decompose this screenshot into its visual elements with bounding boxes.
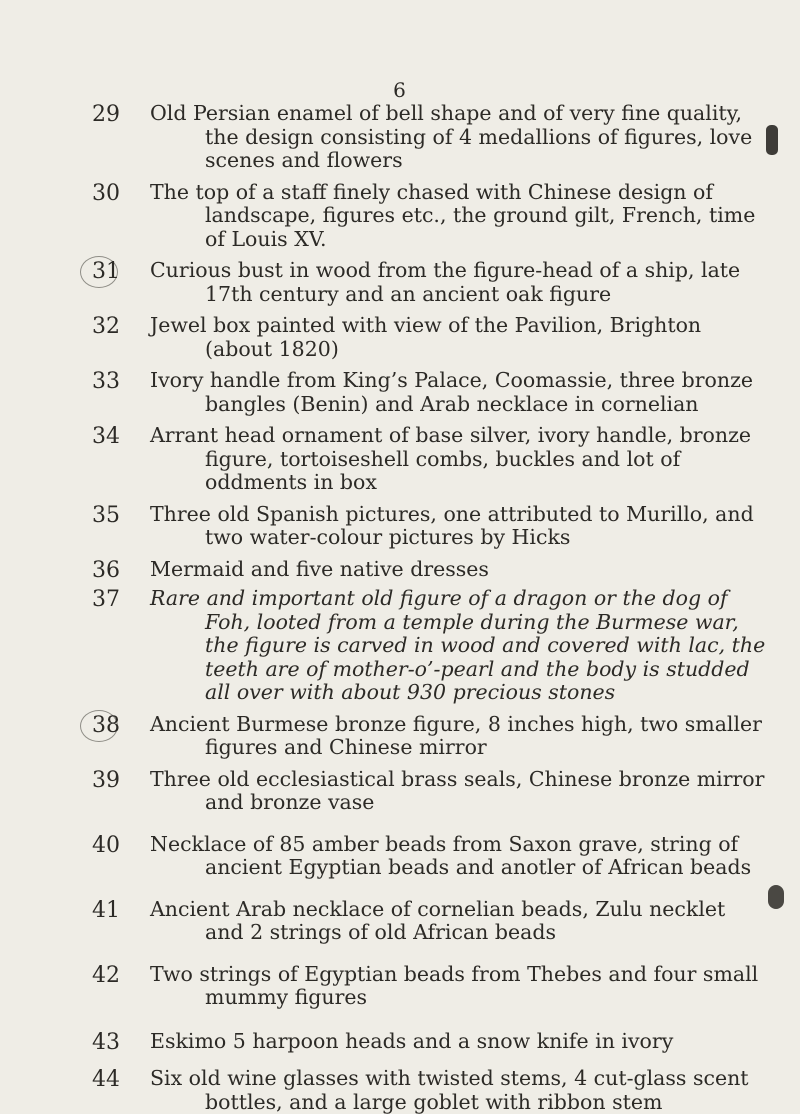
lot-number: 38 [92, 712, 120, 738]
lot-number: 39 [92, 767, 120, 793]
lot-description: Three old ecclesiastical brass seals, Chinese bronze mirror and bronze vase [150, 766, 765, 814]
lot-description: Ancient Arab necklace of cornelian beads, Zulu necklet and 2 strings of old African beads [150, 896, 726, 944]
lot-number: 42 [92, 962, 120, 988]
lot-number: 35 [92, 502, 120, 528]
lot-description: Two strings of Egyptian beads from Thebes and four small mummy figures [150, 961, 759, 1009]
lot-description: Eskimo 5 harpoon heads and a snow knife in ivory [150, 1028, 674, 1053]
lot-number: 32 [92, 314, 120, 339]
lot-number: 43 [92, 1029, 120, 1055]
lot-description: Three old Spanish pictures, one attributed to Murillo, and two water-colour pictures by Hicks [150, 501, 754, 549]
lot-description: Arrant head ornament of base silver, ivory handle, bronze figure, tortoiseshell combs, buckles and lot of oddments in box [150, 423, 752, 494]
lot-description: Old Persian enamel of bell shape and of very fine quality, the design consisting of 4 medallions of figures, love scenes and flowers [150, 101, 753, 172]
lot-number: 40 [92, 832, 120, 858]
lot-number: 36 [92, 557, 120, 583]
lot-description: The top of a staff finely chased with Chinese design of landscape, figures etc., the ground gilt, French, time of Louis XV. [150, 179, 756, 251]
lot-number: 30 [92, 180, 120, 206]
lot-description: Ancient Burmese bronze figure, 8 inches high, two smaller figures and Chinese mirror [150, 711, 762, 759]
lot-number: 34 [92, 424, 120, 449]
lot-number: 31 [92, 259, 120, 284]
lot-description: Necklace of 85 amber beads from Saxon grave, string of ancient Egyptian beads and anotler of African beads [150, 831, 752, 879]
margin-mark-bottom [768, 885, 784, 909]
lot-number: 41 [92, 897, 120, 923]
lot-description: Six old wine glasses with twisted stems, 4 cut-glass scent bottles, and a large goblet with ribbon stem [150, 1066, 749, 1114]
lot-number: 44 [92, 1067, 120, 1092]
lot-number: 33 [92, 369, 120, 394]
lot-description: Curious bust in wood from the figure-head of a ship, late 17th century and an ancient oak figure [150, 258, 741, 306]
lot-number: 37 [92, 587, 120, 612]
lot-number: 29 [92, 102, 120, 127]
lot-description: Jewel box painted with view of the Pavilion, Brighton (about 1820) [150, 313, 702, 361]
lot-description: Ivory handle from King’s Palace, Coomassie, three bronze bangles (Benin) and Arab necklace in cornelian [150, 368, 754, 416]
lot-description: Rare and important old figure of a dragon or the dog of Foh, looted from a temple during the Burmese war, the figure is carved in wood and covered with lac, the teeth are of mother-o’-pearl and the body is studded all over with about 930 precious stones [150, 586, 766, 704]
page-number: 6 [393, 78, 407, 102]
lot-description: Mermaid and five native dresses [150, 556, 489, 581]
